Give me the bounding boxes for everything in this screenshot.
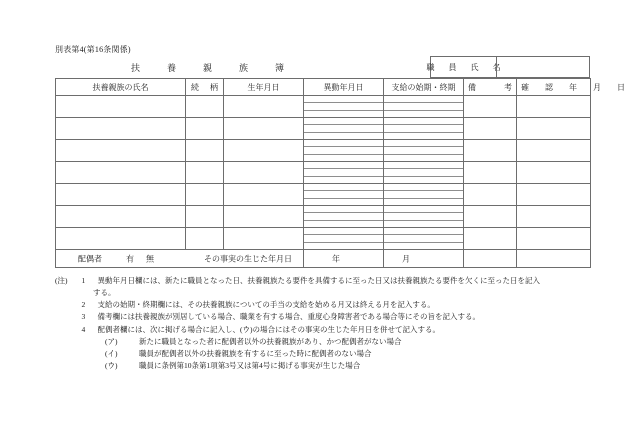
- header-relation: [186, 79, 224, 96]
- cell-change-date[interactable]: [304, 228, 384, 250]
- spouse-remarks-cell[interactable]: [464, 250, 517, 268]
- cell-relation[interactable]: [186, 118, 224, 140]
- subrow[interactable]: [304, 103, 383, 110]
- note-number-3: 3: [81, 312, 86, 322]
- cell-payment-period[interactable]: [384, 228, 464, 250]
- table-body: [56, 96, 591, 268]
- header-change-date: 異動年月日: [304, 79, 384, 96]
- cell-payment-period[interactable]: [384, 118, 464, 140]
- staff-name-label-cell: [426, 56, 504, 78]
- header-remarks-left: 備: [468, 82, 476, 92]
- subrow[interactable]: [304, 118, 383, 125]
- subrow[interactable]: [384, 147, 463, 154]
- subrow[interactable]: [304, 243, 383, 249]
- spouse-option-no[interactable]: 無: [146, 254, 154, 263]
- cell-change-date[interactable]: [304, 206, 384, 228]
- spouse-confirm-cell[interactable]: [517, 250, 591, 268]
- cell-change-date[interactable]: [304, 96, 384, 118]
- subrow[interactable]: [384, 140, 463, 147]
- subrow[interactable]: [384, 243, 463, 249]
- note-item-4: [55, 324, 600, 336]
- subrow[interactable]: [384, 191, 463, 198]
- note-text-3: 備考欄には扶養親族が別居している場合、職業を有する場合、重度心身障害者である場合等にその旨を記入する。: [97, 312, 480, 322]
- note-item-2: [55, 299, 600, 311]
- cell-birthdate[interactable]: [224, 162, 304, 184]
- cell-birthdate[interactable]: [224, 228, 304, 250]
- cell-birthdate[interactable]: [224, 118, 304, 140]
- note-continuation-1: する。: [93, 288, 116, 298]
- subrow[interactable]: [304, 96, 383, 103]
- cell-remarks[interactable]: [464, 140, 517, 162]
- cell-name[interactable]: [56, 96, 186, 118]
- subrow[interactable]: [304, 213, 383, 220]
- cell-confirm-date[interactable]: [517, 206, 591, 228]
- title-strip: [55, 56, 590, 78]
- table-header-row: [56, 79, 591, 96]
- subrow[interactable]: [304, 162, 383, 169]
- document-title: 扶 養 親 族 簿: [130, 62, 293, 73]
- subrow[interactable]: [384, 118, 463, 125]
- note-text-1: 異動年月日欄には、新たに職員となった日、扶養親族たる要件を具備するに至った日又は扶養親族たる要件を欠くに至った日を記入: [97, 276, 540, 285]
- subrow[interactable]: [384, 155, 463, 161]
- subrow[interactable]: [384, 96, 463, 103]
- cell-remarks[interactable]: [464, 118, 517, 140]
- spouse-month-unit: 月: [402, 254, 410, 263]
- table-row: [56, 162, 591, 184]
- note-item-3: [55, 311, 600, 323]
- spouse-label: 配偶者: [78, 254, 102, 263]
- subrow[interactable]: [384, 199, 463, 205]
- form-number: 別表第4(第16条関係): [55, 45, 131, 54]
- table-row: [56, 206, 591, 228]
- cell-name[interactable]: [56, 162, 186, 184]
- header-remarks-right: 考: [504, 82, 512, 92]
- note-text-4: 配偶者欄には、次に掲げる場合に記入し、(ウ)の場合にはその事実の生じた年月日を併せて記入する。: [97, 324, 440, 334]
- table-row: [56, 184, 591, 206]
- subrow[interactable]: [384, 133, 463, 139]
- subrow[interactable]: [384, 162, 463, 169]
- cell-change-date[interactable]: [304, 162, 384, 184]
- subrow[interactable]: [304, 155, 383, 161]
- note-number-2: 2: [81, 300, 86, 310]
- subrow[interactable]: [384, 184, 463, 191]
- cell-birthdate[interactable]: [224, 140, 304, 162]
- note-number-1: 1: [81, 276, 86, 285]
- cell-name[interactable]: [56, 140, 186, 162]
- subrow[interactable]: [384, 103, 463, 110]
- sub-note-text-u: 職員に条例第10条第1項第3号又は第4号に掲げる事実が生じた場合: [139, 360, 361, 370]
- cell-birthdate[interactable]: [224, 96, 304, 118]
- cell-remarks[interactable]: [464, 184, 517, 206]
- title-area: [55, 56, 430, 78]
- header-name: 扶養親族の氏名: [56, 79, 186, 96]
- subrow[interactable]: [304, 147, 383, 154]
- cell-payment-period[interactable]: [384, 140, 464, 162]
- notes-section: [55, 275, 600, 372]
- cell-relation[interactable]: [186, 140, 224, 162]
- subrow[interactable]: [304, 206, 383, 213]
- staff-name-input[interactable]: [496, 56, 590, 78]
- subrow[interactable]: [384, 177, 463, 183]
- cell-confirm-date[interactable]: [517, 140, 591, 162]
- cell-payment-period[interactable]: [384, 162, 464, 184]
- cell-payment-period[interactable]: [384, 184, 464, 206]
- cell-change-date[interactable]: [304, 184, 384, 206]
- subrow[interactable]: [304, 125, 383, 132]
- note-number-4: 4: [81, 324, 86, 334]
- dependents-table: [55, 78, 629, 268]
- table-row: [56, 140, 591, 162]
- table-row: [56, 228, 591, 250]
- note-text-2: 支給の始期・終期欄には、その扶養親族についての手当の支給を始める月又は終える月を記入する。: [97, 300, 435, 310]
- header-payment-period: 支給の始期・終期: [384, 79, 464, 96]
- cell-name[interactable]: [56, 206, 186, 228]
- subrow[interactable]: [384, 125, 463, 132]
- subrow[interactable]: [304, 228, 383, 235]
- subrow[interactable]: [304, 199, 383, 205]
- cell-birthdate[interactable]: [224, 206, 304, 228]
- subrow[interactable]: [304, 177, 383, 183]
- subrow[interactable]: [384, 206, 463, 213]
- header-relation-right: 柄: [210, 82, 218, 92]
- subrow[interactable]: [304, 133, 383, 139]
- spouse-year-unit: 年: [332, 254, 340, 263]
- cell-relation[interactable]: [186, 96, 224, 118]
- subrow[interactable]: [384, 228, 463, 235]
- sub-note-u: [55, 360, 600, 372]
- note-item-1: [55, 275, 600, 287]
- subrow[interactable]: [304, 111, 383, 117]
- notes-tag: (注): [55, 276, 68, 285]
- header-remarks: [464, 79, 517, 96]
- cell-confirm-date[interactable]: [517, 162, 591, 184]
- cell-payment-period[interactable]: [384, 96, 464, 118]
- cell-relation[interactable]: [186, 184, 224, 206]
- subrow[interactable]: [384, 169, 463, 176]
- subrow[interactable]: [384, 221, 463, 227]
- cell-remarks[interactable]: [464, 206, 517, 228]
- header-confirm-date: 確 認 年 月 日: [517, 79, 591, 96]
- cell-change-date[interactable]: [304, 118, 384, 140]
- cell-confirm-date[interactable]: [517, 184, 591, 206]
- subrow[interactable]: [304, 191, 383, 198]
- spouse-option-yes[interactable]: 有: [126, 254, 134, 263]
- spouse-row: [56, 250, 591, 268]
- subrow[interactable]: [304, 221, 383, 227]
- sub-note-mark-i: (イ): [105, 348, 118, 358]
- sub-note-a: [55, 336, 600, 348]
- spouse-year-cell[interactable]: [304, 250, 384, 268]
- header-birthdate: 生年月日: [224, 79, 304, 96]
- cell-relation[interactable]: [186, 206, 224, 228]
- header-relation-left: 続: [191, 82, 199, 92]
- subrow[interactable]: [304, 184, 383, 191]
- table-row: [56, 96, 591, 118]
- subrow[interactable]: [384, 235, 463, 242]
- cell-name[interactable]: [56, 228, 186, 250]
- sub-note-text-a: 新たに職員となった者に配偶者以外の扶養親族があり、かつ配偶者がない場合: [139, 336, 402, 346]
- cell-confirm-date[interactable]: [517, 228, 591, 250]
- cell-relation[interactable]: [186, 162, 224, 184]
- sub-note-i: [55, 348, 600, 360]
- cell-name[interactable]: [56, 184, 186, 206]
- cell-remarks[interactable]: [464, 96, 517, 118]
- subrow[interactable]: [384, 111, 463, 117]
- spouse-fact-date-label: その事実の生じた年月日: [204, 254, 292, 263]
- sub-note-mark-u: (ウ): [105, 360, 118, 370]
- cell-confirm-date[interactable]: [517, 96, 591, 118]
- cell-birthdate[interactable]: [224, 184, 304, 206]
- subrow[interactable]: [304, 235, 383, 242]
- subrow[interactable]: [304, 140, 383, 147]
- sub-note-mark-a: (ア): [105, 336, 118, 346]
- staff-name-label: 職 員 氏 名: [426, 62, 504, 72]
- table-row: [56, 118, 591, 140]
- subrow[interactable]: [384, 213, 463, 220]
- cell-relation[interactable]: [186, 228, 224, 250]
- cell-change-date[interactable]: [304, 140, 384, 162]
- spouse-left-cell: [56, 250, 304, 268]
- cell-payment-period[interactable]: [384, 206, 464, 228]
- spouse-month-cell[interactable]: [384, 250, 464, 268]
- subrow[interactable]: [304, 169, 383, 176]
- cell-remarks[interactable]: [464, 228, 517, 250]
- cell-remarks[interactable]: [464, 162, 517, 184]
- cell-confirm-date[interactable]: [517, 118, 591, 140]
- cell-name[interactable]: [56, 118, 186, 140]
- sub-note-text-i: 職員が配偶者以外の扶養親族を有するに至った時に配偶者のない場合: [139, 348, 372, 358]
